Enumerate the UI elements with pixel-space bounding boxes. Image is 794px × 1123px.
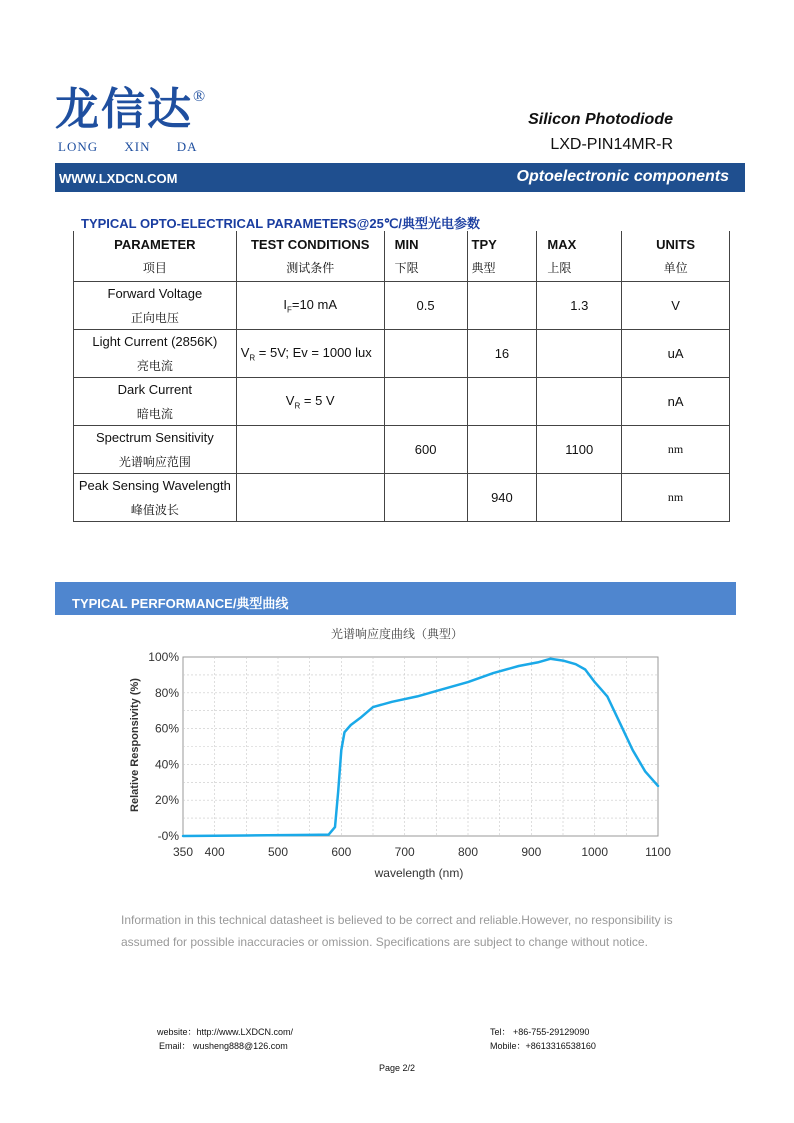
banner-tagline: Optoelectronic components [516, 168, 729, 185]
max-cell: 1100 [537, 426, 622, 474]
max-cell [537, 330, 622, 378]
params-table [73, 231, 730, 522]
typ-cell [467, 378, 537, 426]
performance-title: TYPICAL PERFORMANCE/典型曲线 [72, 596, 289, 611]
x-tick-label: 1000 [581, 845, 609, 859]
table-row [74, 282, 730, 330]
unit-cell: nA [622, 378, 730, 426]
min-cell [384, 474, 467, 522]
y-tick-label: 60% [154, 721, 179, 736]
condition-cell: $I_F=10$ mA [236, 282, 384, 330]
x-tick-label: 500 [267, 845, 289, 859]
footer-email: Email： wusheng888@126.com [159, 1041, 288, 1051]
max-cell: 1.3 [537, 282, 622, 330]
min-cell: 600 [384, 426, 467, 474]
x-tick-label: 800 [457, 845, 479, 859]
header-max: MAX 上限 [537, 231, 622, 282]
y-tick-label: 20% [154, 793, 179, 808]
chart-title: 光谱响应度曲线（典型） [330, 627, 463, 641]
footer-website: website：http://www.LXDCN.com/ [157, 1027, 294, 1037]
unit-cell: nm [622, 474, 730, 522]
y-tick-label: 40% [154, 757, 179, 772]
header-min: MIN 下限 [384, 231, 467, 282]
x-tick-label: 900 [521, 845, 542, 859]
header-parameter: PARAMETER 项目 [74, 231, 237, 282]
registered-mark: ® [193, 88, 206, 105]
min-cell [384, 330, 467, 378]
banner-website: WWW.LXDCN.COM [59, 171, 178, 186]
company-logo-en: LONG XIN DA [58, 139, 198, 154]
header-typ: TPY 典型 [467, 231, 537, 282]
x-tick-label: 700 [394, 845, 415, 859]
company-logo-cn: 龙信达 [55, 84, 193, 135]
min-cell [384, 378, 467, 426]
table-row [74, 474, 730, 522]
min-cell: 0.5 [384, 282, 467, 330]
header-units: UNITS 单位 [622, 231, 730, 282]
unit-cell: nm [622, 426, 730, 474]
x-tick-label: 1100 [645, 845, 671, 859]
response-curve [183, 659, 658, 836]
header-test-conditions: TEST CONDITIONS 测试条件 [236, 231, 384, 282]
typ-cell: 940 [467, 474, 537, 522]
table-row [74, 426, 730, 474]
param-cell: Spectrum Sensitivity 光谱响应范围 [74, 426, 237, 474]
condition-cell: $V_R = 5V$; Ev = 1000 lux [236, 330, 384, 378]
table-row [74, 378, 730, 426]
param-cell: Light Current (2856K) 亮电流 [74, 330, 237, 378]
typ-cell [467, 282, 537, 330]
page-number: Page 2/2 [378, 1063, 416, 1073]
condition-cell [236, 426, 384, 474]
x-axis-label: wavelength (nm) [374, 866, 464, 880]
condition-cell: $V_R = 5$ V [236, 378, 384, 426]
unit-cell: uA [622, 330, 730, 378]
params-section-title: TYPICAL OPTO-ELECTRICAL PARAMETERS@25℃/典型光电参数 [81, 216, 481, 231]
spectral-response-chart [120, 645, 680, 890]
y-tick-label: -0% [157, 829, 179, 843]
product-model: LXD-PIN14MR-R [550, 136, 673, 153]
typ-cell [467, 426, 537, 474]
disclaimer-text: Information in this technical datasheet is believed to be correct and reliable.However, no responsibility is assumed for possible inaccuracies or omission. Specifications are subject to change without notice. [121, 913, 673, 949]
y-tick-label: 80% [154, 685, 179, 700]
param-cell: Dark Current 暗电流 [74, 378, 237, 426]
product-type: Silicon Photodiode [528, 111, 673, 128]
footer-tel: Tel： +86-755-29129090 [490, 1027, 590, 1037]
x-tick-label: 400 [204, 845, 225, 859]
typ-cell: 16 [467, 330, 537, 378]
x-tick-label: 600 [331, 845, 352, 859]
max-cell [537, 378, 622, 426]
y-tick-label: 100% [148, 650, 179, 664]
condition-cell [236, 474, 384, 522]
max-cell [537, 474, 622, 522]
footer-mobile: Mobile：+8613316538160 [490, 1041, 596, 1051]
table-row [74, 330, 730, 378]
x-tick-label: 350 [172, 845, 194, 859]
param-cell: Forward Voltage 正向电压 [74, 282, 237, 330]
unit-cell: V [622, 282, 730, 330]
y-axis-label: Relative Responsivity (%) [129, 678, 141, 812]
param-cell: Peak Sensing Wavelength 峰值波长 [74, 474, 237, 522]
